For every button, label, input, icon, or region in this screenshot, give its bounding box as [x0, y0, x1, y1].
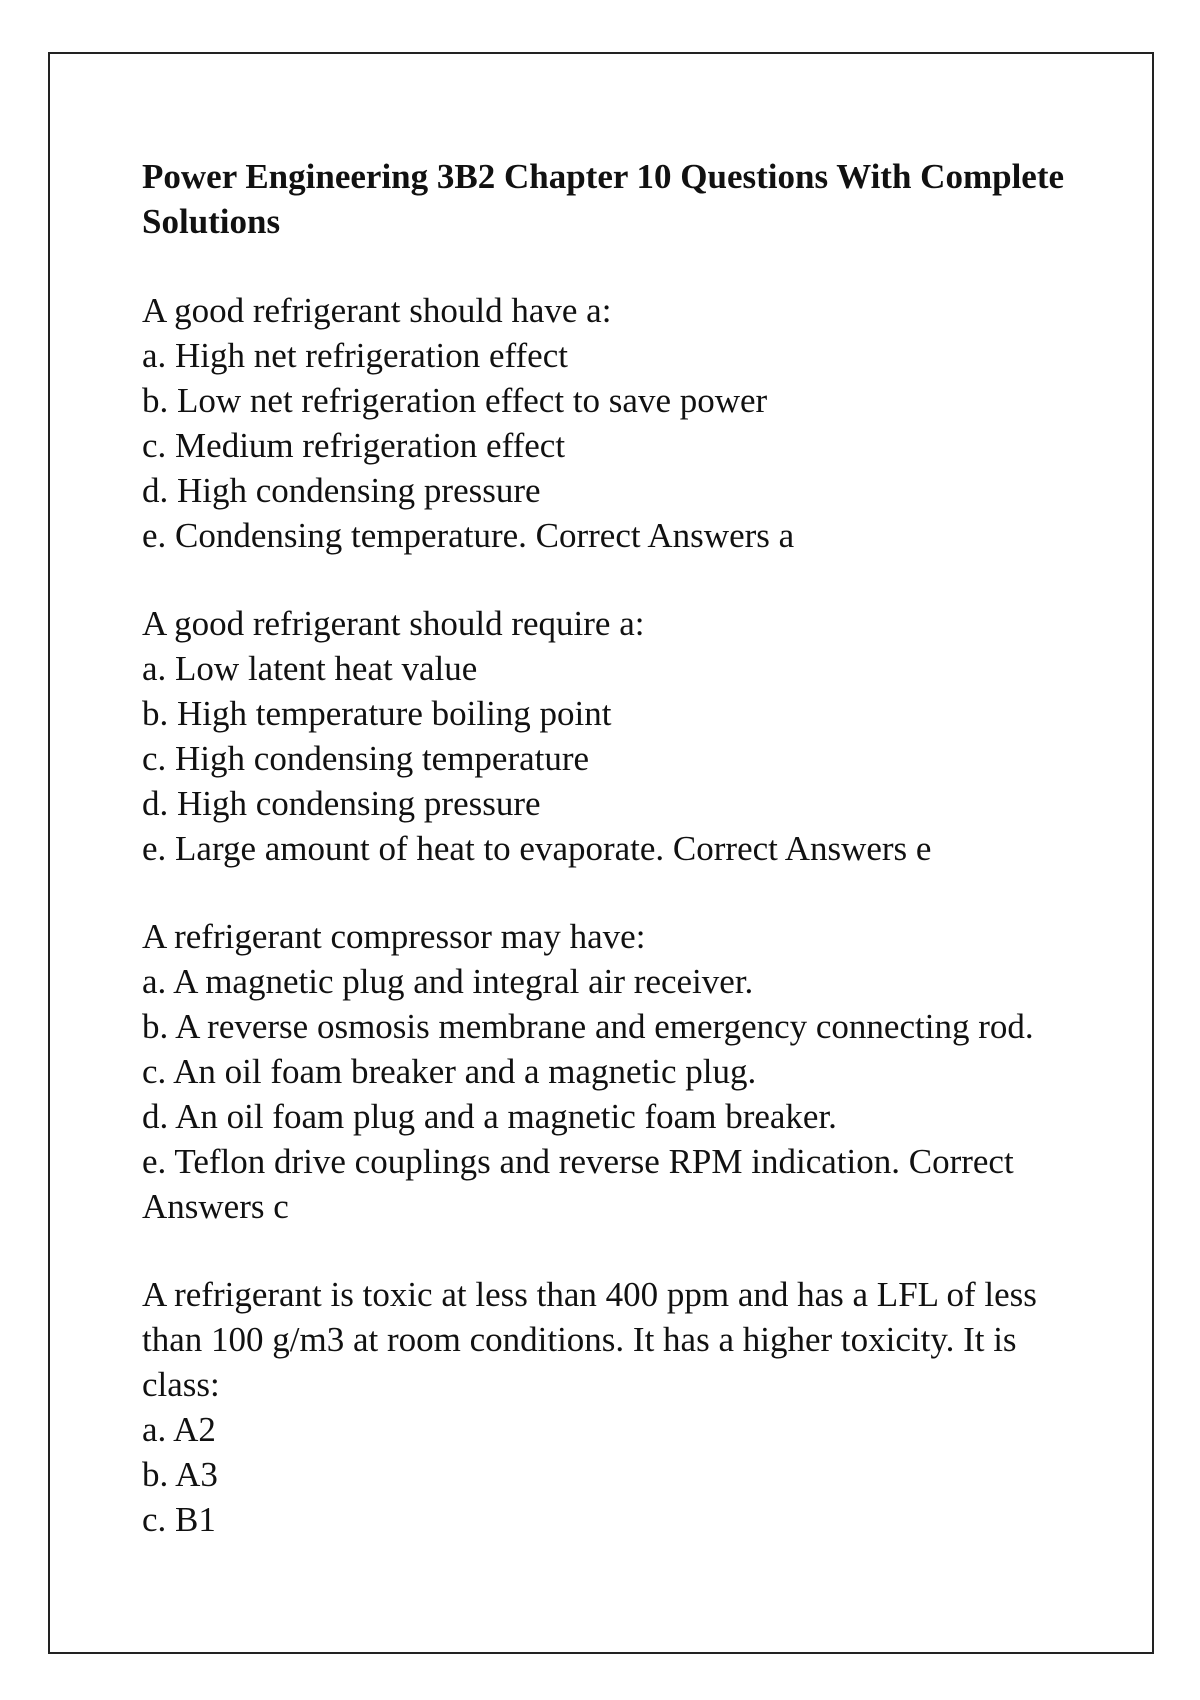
- question-3: [142, 914, 1072, 1229]
- question-stem: A refrigerant is toxic at less than 400 ppm and has a LFL of less than 100 g/m3 at room conditions. It has a higher toxicity. It is class:: [142, 1275, 1037, 1404]
- question-stem: A good refrigerant should require a:: [142, 604, 645, 643]
- answer-option: a. A magnetic plug and integral air receiver.: [142, 962, 754, 1001]
- answer-option: a. A2: [142, 1410, 216, 1449]
- answer-option: d. High condensing pressure: [142, 471, 541, 510]
- answer-option: d. High condensing pressure: [142, 784, 541, 823]
- question-stem: A refrigerant compressor may have:: [142, 917, 646, 956]
- document-body: [142, 154, 1072, 1585]
- question-4: [142, 1272, 1072, 1542]
- answer-option: a. Low latent heat value: [142, 649, 478, 688]
- answer-option: b. High temperature boiling point: [142, 694, 612, 733]
- answer-option: b. Low net refrigeration effect to save power: [142, 381, 768, 420]
- question-stem: A good refrigerant should have a:: [142, 291, 612, 330]
- answer-option: b. A reverse osmosis membrane and emergency connecting rod.: [142, 1007, 1034, 1046]
- question-2: [142, 601, 1072, 871]
- answer-option: e. Large amount of heat to evaporate. Correct Answers e: [142, 829, 932, 868]
- answer-option: b. A3: [142, 1455, 218, 1494]
- answer-option: c. An oil foam breaker and a magnetic plug.: [142, 1052, 757, 1091]
- document-title: Power Engineering 3B2 Chapter 10 Questions With Complete Solutions: [142, 157, 1065, 241]
- answer-option: e. Teflon drive couplings and reverse RPM indication. Correct Answers c: [142, 1142, 1014, 1226]
- answer-option: c. Medium refrigeration effect: [142, 426, 566, 465]
- answer-option: c. B1: [142, 1500, 216, 1539]
- question-1: [142, 288, 1072, 558]
- answer-option: d. An oil foam plug and a magnetic foam breaker.: [142, 1097, 837, 1136]
- answer-option: e. Condensing temperature. Correct Answers a: [142, 516, 795, 555]
- answer-option: a. High net refrigeration effect: [142, 336, 568, 375]
- answer-option: c. High condensing temperature: [142, 739, 590, 778]
